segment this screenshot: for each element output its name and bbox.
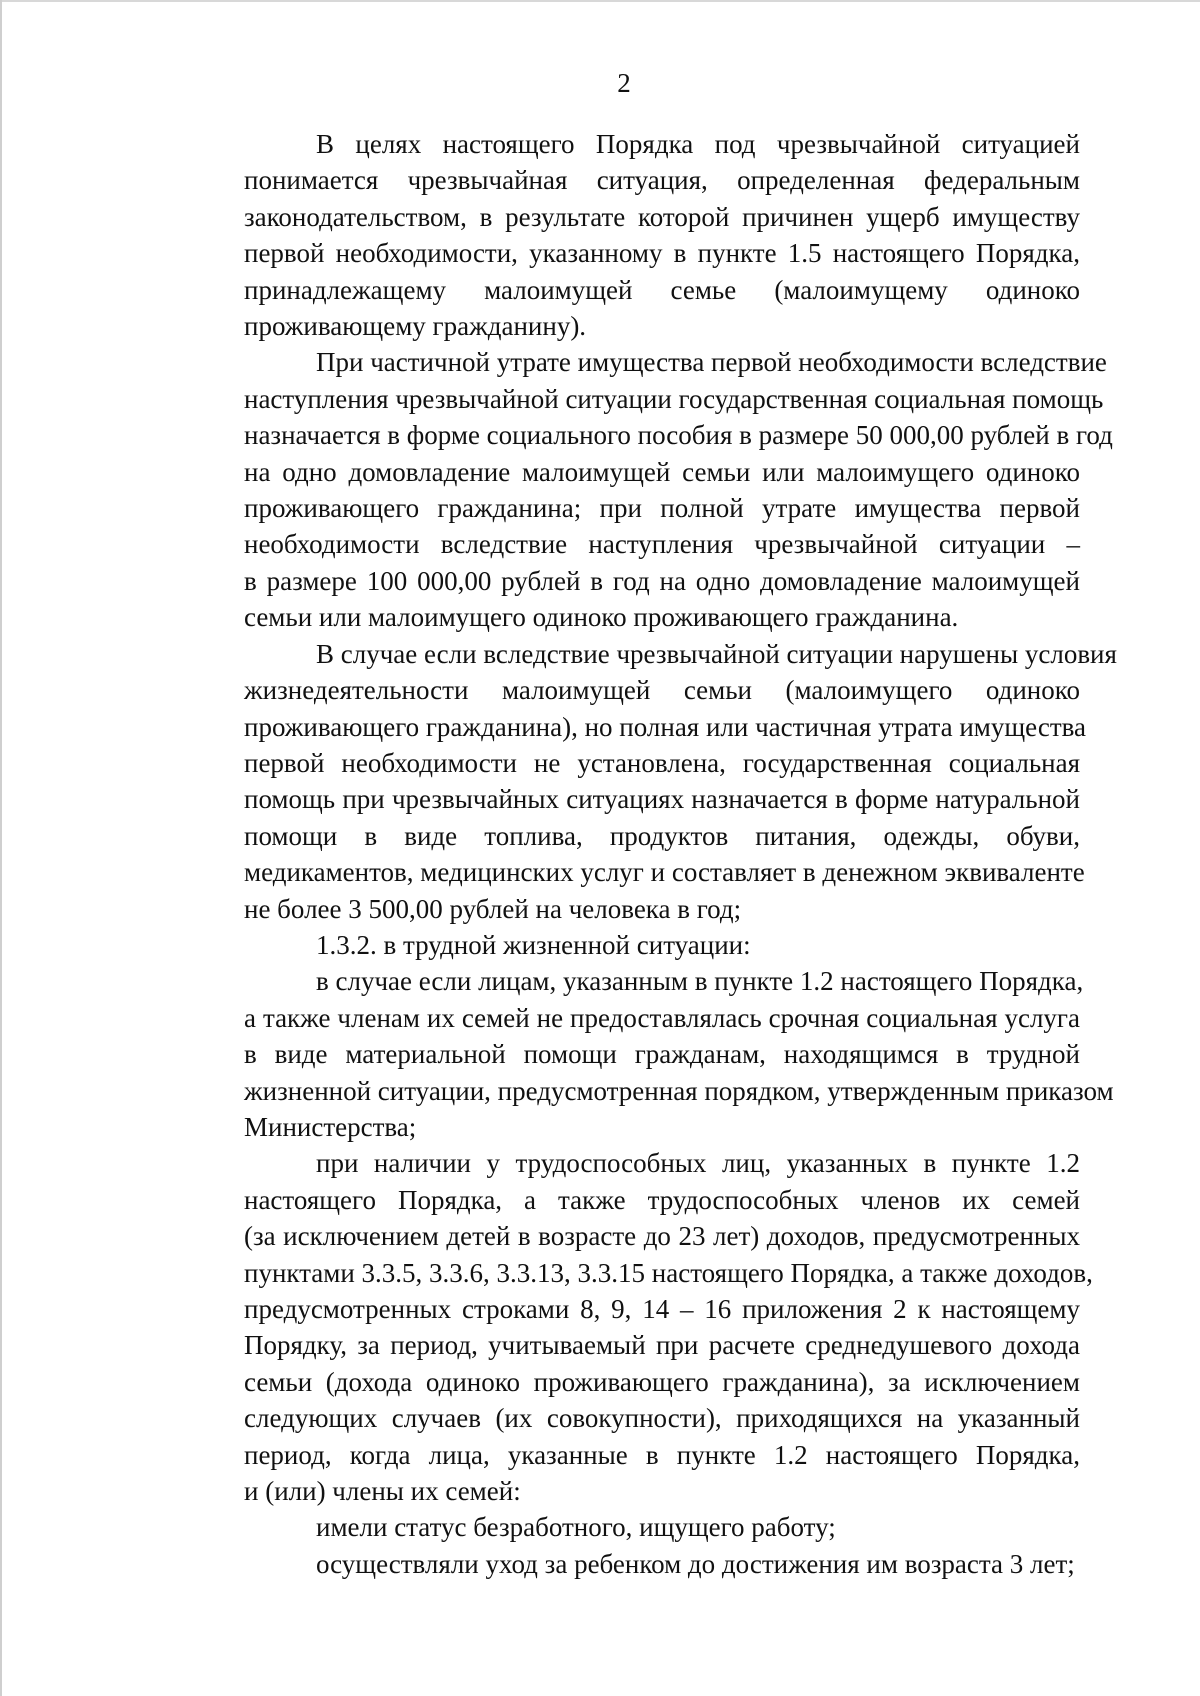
text-line: законодательством, в результате которой причинен ущерб имуществу xyxy=(244,201,1080,232)
text-line: необходимости вследствие наступления чрезвычайной ситуации – xyxy=(244,529,1080,560)
text-line: понимается чрезвычайная ситуация, определенная федеральным xyxy=(244,165,1080,196)
text-line: В целях настоящего Порядка под чрезвычайной ситуацией xyxy=(316,129,1080,159)
text-line: и (или) члены их семей: xyxy=(244,1476,521,1507)
text-line: настоящего Порядка, а также трудоспособных членов их семей xyxy=(244,1184,1080,1215)
paragraph-income-conditions xyxy=(172,1145,1093,1509)
paragraph-emergency-definition xyxy=(172,126,1080,344)
paragraph-property-loss xyxy=(172,344,1113,635)
text-line: первой необходимости, указанному в пункте 1.5 настоящего Порядка, xyxy=(244,238,1080,269)
text-line: (за исключением детей в возрасте до 23 лет) доходов, предусмотренных xyxy=(244,1221,1080,1252)
text-line: проживающему гражданину). xyxy=(244,311,587,342)
document-body xyxy=(172,126,1117,1582)
text-line: в размере 100 000,00 рублей в год на одно домовладение малоимущей xyxy=(244,565,1080,596)
text-line: медикаментов, медицинских услуг и составляет в денежном эквиваленте xyxy=(244,857,1085,888)
text-line: имели статус безработного, ищущего работу; xyxy=(316,1512,836,1543)
text-line: помощь при чрезвычайных ситуациях назначается в форме натуральной xyxy=(244,784,1080,815)
text-line: период, когда лица, указанные в пункте 1.2 настоящего Порядка, xyxy=(244,1439,1080,1470)
text-line: на одно домовладение малоимущей семьи или малоимущего одиноко xyxy=(244,456,1080,487)
text-line: При частичной утрате имущества первой необходимости вследствие xyxy=(316,347,1107,378)
text-line: проживающего гражданина; при полной утрате имущества первой xyxy=(244,493,1080,524)
text-line: пунктами 3.3.5, 3.3.6, 3.3.13, 3.3.15 настоящего Порядка, а также доходов, xyxy=(244,1257,1093,1288)
scan-edge-left xyxy=(0,0,2,1696)
page-number: 2 xyxy=(617,68,631,98)
paragraph-natural-assistance xyxy=(172,636,1117,927)
paragraph-clause-1-3-2 xyxy=(172,927,1080,963)
text-line: жизненной ситуации, предусмотренная порядком, утвержденным приказом xyxy=(244,1075,1114,1106)
text-line: Порядку, за период, учитываемый при расчете среднедушевого дохода xyxy=(244,1330,1080,1361)
text-line: назначается в форме социального пособия в размере 50 000,00 рублей в год xyxy=(244,420,1113,451)
scan-edge-top xyxy=(0,0,1200,2)
text-line: 1.3.2. в трудной жизненной ситуации: xyxy=(316,929,751,960)
paragraph-childcare xyxy=(172,1546,1080,1582)
text-line: наступления чрезвычайной ситуации государственная социальная помощь xyxy=(244,383,1104,414)
text-line: первой необходимости не установлена, государственная социальная xyxy=(244,747,1080,778)
text-line: Министерства; xyxy=(244,1111,417,1142)
text-line: предусмотренных строками 8, 9, 14 – 16 приложения 2 к настоящему xyxy=(244,1294,1080,1324)
text-line: семьи (дохода одиноко проживающего гражданина), за исключением xyxy=(244,1366,1080,1397)
text-line: осуществляли уход за ребенком до достижения им возраста 3 лет; xyxy=(316,1548,1075,1579)
text-line: а также членам их семей не предоставлялась срочная социальная услуга xyxy=(244,1002,1080,1033)
paragraph-unemployed-status xyxy=(172,1509,1080,1545)
text-line: В случае если вследствие чрезвычайной ситуации нарушены условия xyxy=(316,638,1117,669)
text-line: не более 3 500,00 рублей на человека в год; xyxy=(244,893,742,924)
text-line: жизнедеятельности малоимущей семьи (малоимущего одиноко xyxy=(244,675,1080,706)
paragraph-urgent-service xyxy=(172,963,1114,1145)
text-line: семьи или малоимущего одиноко проживающего гражданина. xyxy=(244,602,959,633)
text-line: при наличии у трудоспособных лиц, указанных в пункте 1.2 xyxy=(316,1148,1080,1179)
text-line: в случае если лицам, указанным в пункте 1.2 настоящего Порядка, xyxy=(316,966,1084,997)
text-line: принадлежащему малоимущей семье (малоимущему одиноко xyxy=(244,274,1080,305)
text-line: проживающего гражданина), но полная или частичная утрата имущества xyxy=(244,711,1086,742)
text-line: помощи в виде топлива, продуктов питания, одежды, обуви, xyxy=(244,820,1080,851)
text-line: в виде материальной помощи гражданам, находящимся в трудной xyxy=(244,1039,1080,1070)
text-line: следующих случаев (их совокупности), приходящихся на указанный xyxy=(244,1403,1080,1434)
